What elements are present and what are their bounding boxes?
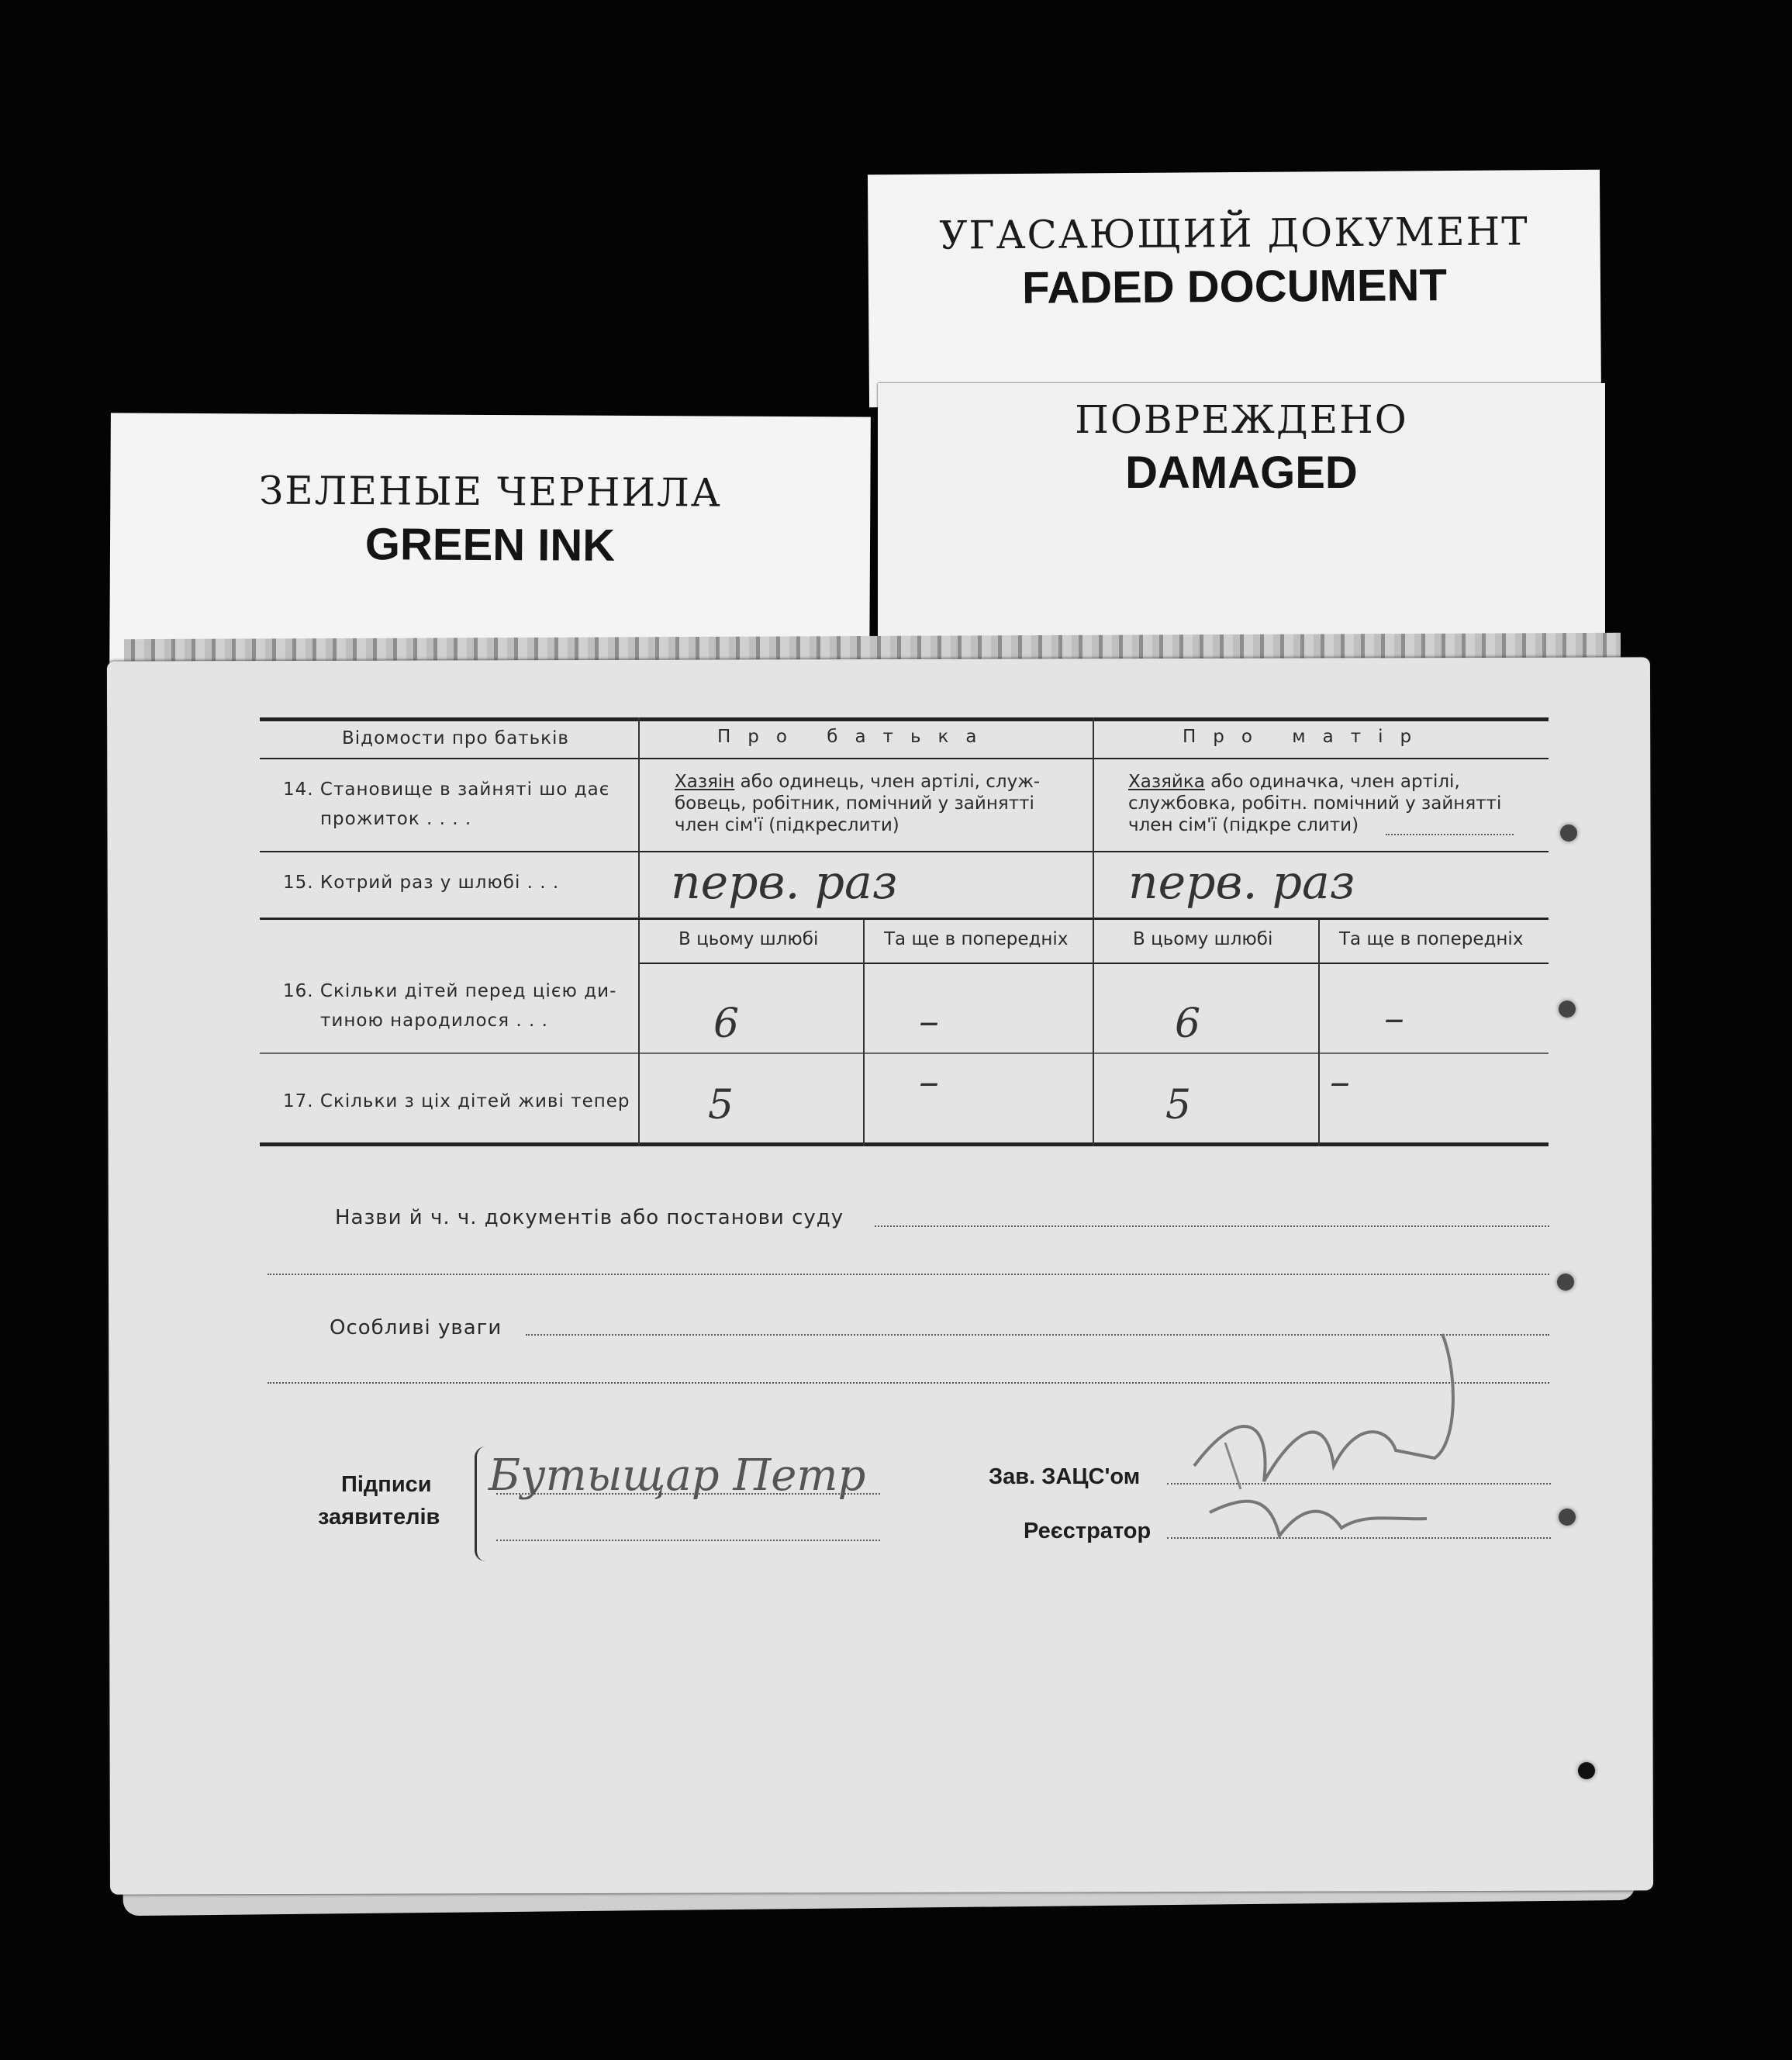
faded-label-ru: УГАСАЮЩИЙ ДОКУМЕНТ (939, 209, 1529, 258)
row15-label: 15. Котрий раз у шлюбі . . . (283, 873, 560, 893)
row14-mother-selected: Хазяйка (1128, 772, 1205, 792)
binding-hole (1559, 1001, 1576, 1018)
form-page (107, 657, 1653, 1894)
table-top-rule (260, 717, 1549, 721)
subheader-father-this: В цьому шлюбі (678, 929, 819, 949)
row16-label-cont: тиною народилося . . . (320, 1011, 548, 1031)
damaged-label (878, 383, 1605, 655)
faded-document-label (868, 170, 1601, 408)
table-rule (260, 918, 1549, 920)
applicant-sign-line-2 (496, 1540, 880, 1541)
applicants-label: Підписи (341, 1472, 432, 1497)
table-rule (640, 963, 1549, 964)
head-zags-label: Зав. ЗАЦС'ом (989, 1464, 1141, 1489)
row17-father-prev: – (919, 1059, 939, 1105)
damaged-label-en: DAMAGED (1125, 448, 1358, 498)
row16-father-this: 6 (713, 1001, 740, 1047)
applicant-signature: Бутыщар Петр (489, 1450, 866, 1501)
header-parents-info: Відомости про батьків (342, 728, 569, 748)
row16-mother-this: 6 (1175, 1001, 1201, 1047)
green-ink-label-ru: ЗЕЛЕНЫЕ ЧЕРНИЛА (258, 468, 722, 516)
applicants-brace (475, 1446, 488, 1561)
binding-hole (1557, 1274, 1574, 1291)
table-col-rule (863, 919, 865, 1146)
registrar-label: Реєстратор (1024, 1519, 1152, 1543)
row14-father-selected: Хазяін (675, 772, 735, 792)
table-rule (260, 851, 1549, 852)
row16-label: 16. Скільки дітей перед цією ди- (283, 981, 617, 1001)
subheader-mother-prev: Та ще в попередніх (1339, 929, 1524, 949)
table-rule (260, 758, 1549, 759)
row17-father-this: 5 (708, 1082, 734, 1129)
subheader-mother-this: В цьому шлюбі (1133, 929, 1273, 949)
green-ink-label-en: GREEN INK (364, 519, 616, 571)
row15-father-value: перв. раз (671, 855, 898, 910)
row14-mother-text: або одиначка, член артілі, (1204, 772, 1460, 792)
table-rule (260, 1052, 1549, 1054)
faded-label-en: FADED DOCUMENT (1021, 260, 1448, 313)
row14-mother-text-3: член сім'ї (підкре слити) (1128, 815, 1359, 835)
applicant-sign-line (496, 1493, 880, 1495)
documents-dotline (875, 1225, 1549, 1227)
documents-dotline-2 (268, 1274, 1549, 1275)
row14-father-text: або одинець, член артілі, служ- (734, 772, 1041, 792)
binding-hole (1560, 824, 1577, 842)
row14-mother-text-2: службовка, робітн. помічний у зайнятті (1128, 793, 1502, 814)
documents-label: Назви й ч. ч. документів або постанови суду (335, 1206, 844, 1229)
row17-label: 17. Скільки з ціх дітей живі тепер (283, 1091, 630, 1111)
damaged-label-ru: ПОВРЕЖДЕНО (1075, 397, 1408, 442)
binding-hole (1559, 1509, 1576, 1526)
table-bottom-rule (260, 1142, 1549, 1146)
table-col-rule (1318, 919, 1320, 1146)
row14-father-text-2: бовець, робітник, помічний у зайнятті (675, 793, 1034, 814)
table-col-rule (638, 717, 640, 1146)
header-mother: Про матір (1183, 727, 1429, 747)
row15-mother-value: перв. раз (1128, 855, 1355, 910)
row17-mother-this: 5 (1165, 1082, 1192, 1129)
row16-mother-prev: – (1384, 995, 1404, 1042)
row14-label-cont: прожиток . . . . (320, 809, 472, 829)
remarks-label: Особливі уваги (330, 1316, 502, 1339)
row17-mother-prev: – (1330, 1059, 1350, 1105)
row14-father-text-3: член сім'ї (підкреслити) (675, 815, 899, 835)
binding-hole (1578, 1762, 1595, 1779)
header-father: Про батька (717, 727, 994, 747)
table-col-rule (1093, 717, 1094, 1146)
subheader-father-prev: Та ще в попередніх (884, 929, 1069, 949)
head-signature-image (1179, 1311, 1489, 1559)
row14-label: 14. Становище в зайняті шо дає (283, 779, 610, 800)
row16-father-prev: – (919, 998, 939, 1045)
applicants-label-cont: заявителів (318, 1505, 440, 1529)
row14-mother-dotline (1386, 834, 1514, 835)
